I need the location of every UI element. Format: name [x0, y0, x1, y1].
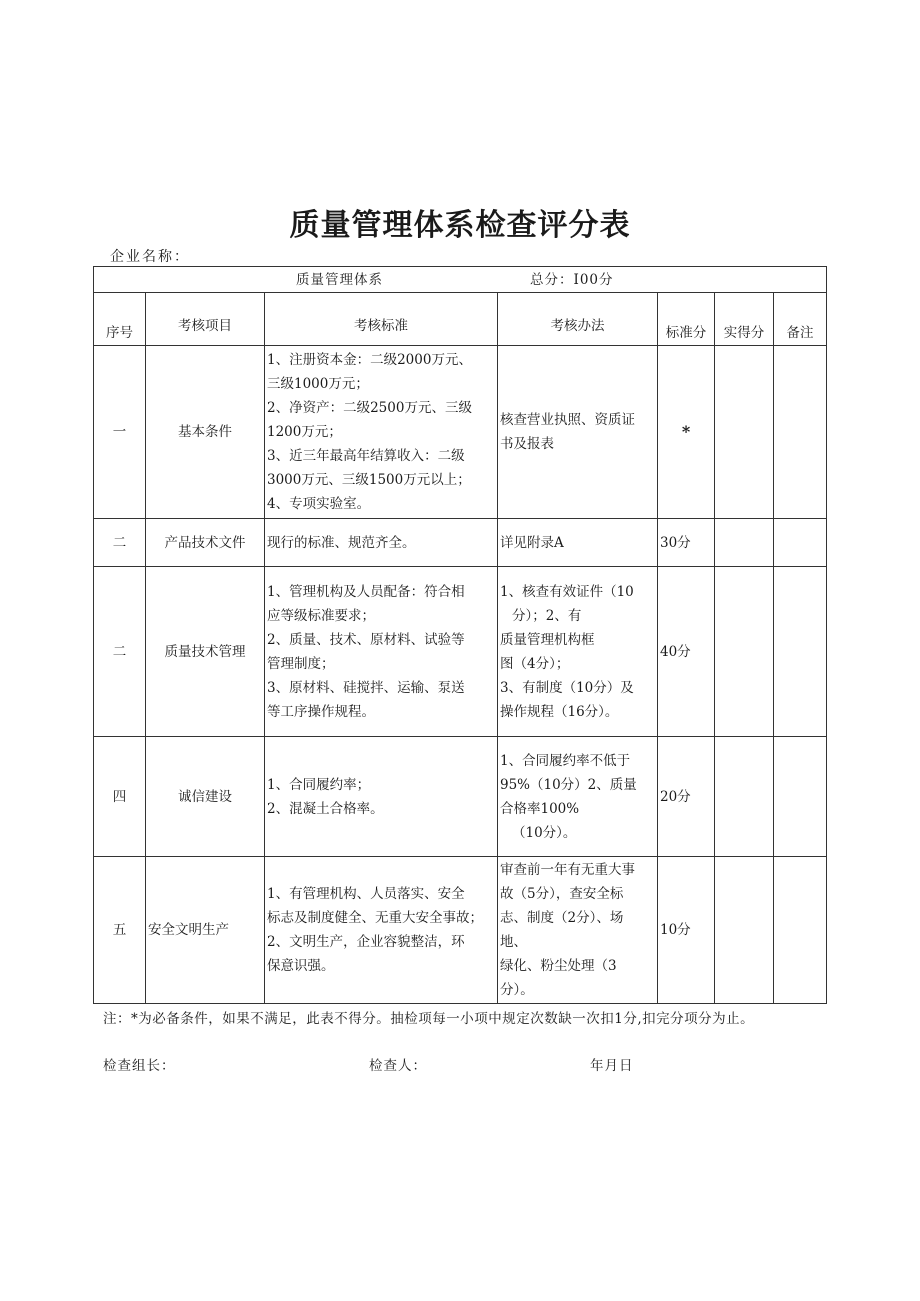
- row-method: [498, 857, 658, 1004]
- method-line: 质量管理机构框: [500, 631, 595, 648]
- standard-line: 3、原材料、硅搅拌、运输、泵送: [267, 679, 465, 696]
- header-item: 考核项目: [146, 293, 265, 346]
- method-line: 审查前一年有无重大事: [500, 862, 635, 878]
- header-seq: 序号: [94, 293, 146, 346]
- row-item: 质量技术管理: [146, 567, 265, 737]
- standard-line: 1、合同履约率；: [267, 776, 371, 793]
- standard-line: 1、管理机构及人员配备：符合相: [267, 583, 465, 600]
- row-standard: [265, 857, 498, 1004]
- standard-line: 现行的标准、规范齐全。: [267, 534, 416, 551]
- row-item: 诚信建设: [146, 737, 265, 857]
- row-remark: [774, 567, 827, 737]
- row-item: 安全文明生产: [146, 857, 265, 1004]
- row-method: [498, 737, 658, 857]
- page-title: 质量管理体系检查评分表: [289, 208, 631, 243]
- row-actual-score: [715, 346, 774, 519]
- row-actual-score: [715, 737, 774, 857]
- row-method: [498, 346, 658, 519]
- row-remark: [774, 346, 827, 519]
- row-remark: [774, 857, 827, 1004]
- row-score: 20分: [658, 737, 715, 857]
- standard-line: 三级1000万元；: [267, 376, 369, 392]
- method-line: 分）。: [500, 982, 534, 998]
- row-score: *: [658, 346, 715, 519]
- method-line: 分）；2、有: [512, 607, 582, 624]
- row-item: 基本条件: [146, 346, 265, 519]
- row-method: [498, 519, 658, 567]
- header-std-score: 标准分: [658, 293, 715, 346]
- header-remark: 备注: [774, 293, 827, 346]
- standard-line: 2、文明生产，企业容貌整洁，环: [267, 934, 465, 950]
- row-seq: 二: [94, 567, 146, 737]
- row-score: 30分: [658, 519, 715, 567]
- method-line: 1、核查有效证件（10: [500, 583, 634, 600]
- scoring-table: [93, 266, 827, 1004]
- table-row: [94, 567, 827, 737]
- method-line: 合格率100%: [500, 800, 580, 817]
- company-name-label: 企业名称：: [110, 249, 190, 265]
- row-seq: 五: [94, 857, 146, 1004]
- footnote: 注：*为必备条件，如果不满足，此表不得分。抽检项每一小项中规定次数缺一次扣1分,扣完分项分为止。: [103, 1011, 755, 1027]
- row-standard: [265, 737, 498, 857]
- method-line: 核查营业执照、资质证: [500, 412, 635, 428]
- standard-line: 应等级标准要求；: [267, 607, 375, 624]
- total-score: 总分：I00分: [530, 272, 614, 288]
- header-actual-score: 实得分: [715, 293, 774, 346]
- row-actual-score: [715, 567, 774, 737]
- row-standard: [265, 519, 498, 567]
- row-actual-score: [715, 857, 774, 1004]
- standard-line: 2、混凝土合格率。: [267, 800, 384, 817]
- row-standard: [265, 567, 498, 737]
- method-line: 95%（10分）2、质量: [500, 776, 637, 793]
- inspection-leader-label: 检查组长：: [103, 1058, 176, 1074]
- standard-line: 等工序操作规程。: [267, 703, 375, 720]
- method-line: 志、制度（2分）、场: [500, 910, 624, 926]
- date-label: 年月日: [590, 1058, 634, 1074]
- method-line: 故（5分），查安全标: [500, 886, 624, 902]
- method-line: 1、合同履约率不低于: [500, 752, 631, 769]
- header-standard: 考核标准: [265, 293, 498, 346]
- header-method: 考核办法: [498, 293, 658, 346]
- method-line: （10分）。: [512, 824, 577, 841]
- row-standard: [265, 346, 498, 519]
- standard-line: 3、近三年最高年结算收入：二级: [267, 448, 465, 464]
- table-row: [94, 346, 827, 519]
- standard-line: 2、质量、技术、原材料、试验等: [267, 631, 465, 648]
- row-actual-score: [715, 519, 774, 567]
- method-line: 书及报表: [500, 436, 554, 452]
- method-line: 操作规程（16分）。: [500, 703, 619, 720]
- standard-line: 1、注册资本金：二级2000万元、: [267, 352, 472, 368]
- inspector-label: 检查人：: [369, 1058, 427, 1074]
- row-seq: 二: [94, 519, 146, 567]
- standard-line: 2、净资产：二级2500万元、三级: [267, 400, 472, 416]
- row-remark: [774, 737, 827, 857]
- row-item: 产品技术文件: [146, 519, 265, 567]
- standard-line: 管理制度；: [267, 655, 335, 672]
- table-row: [94, 857, 827, 1004]
- system-name: 质量管理体系: [296, 272, 383, 288]
- method-line: 3、有制度（10分）及: [500, 679, 634, 696]
- row-remark: [774, 519, 827, 567]
- row-method: [498, 567, 658, 737]
- standard-line: 3000万元、三级1500万元以上；: [267, 472, 471, 488]
- row-score: 40分: [658, 567, 715, 737]
- method-line: 绿化、粉尘处理（3: [500, 958, 617, 974]
- header-row: [94, 293, 827, 346]
- method-line: 地、: [500, 934, 527, 950]
- row-seq: 四: [94, 737, 146, 857]
- system-total-row: [94, 267, 827, 293]
- standard-line: 保意识强。: [267, 958, 335, 974]
- standard-line: 1200万元；: [267, 424, 342, 440]
- method-line: 详见附录A: [500, 534, 564, 551]
- standard-line: 标志及制度健全、无重大安全事故；: [267, 910, 483, 926]
- method-line: 图（4分）；: [500, 655, 570, 672]
- table-row: [94, 519, 827, 567]
- standard-line: 1、有管理机构、人员落实、安全: [267, 886, 465, 902]
- standard-line: 4、专项实验室。: [267, 496, 371, 512]
- row-seq: 一: [94, 346, 146, 519]
- table-row: [94, 737, 827, 857]
- row-score: 10分: [658, 857, 715, 1004]
